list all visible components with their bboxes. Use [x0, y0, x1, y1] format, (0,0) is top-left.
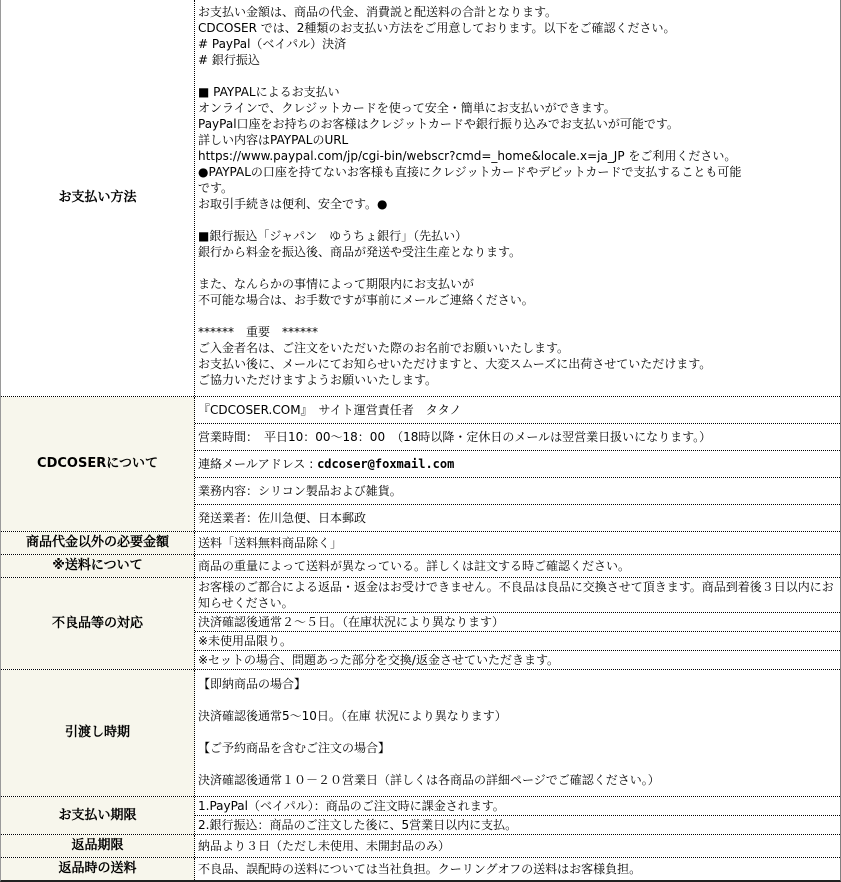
text-line: ■銀行振込「ジャパン ゆうちょ銀行」（先払い） — [198, 229, 468, 243]
cell-payment-method — [195, 0, 840, 396]
text-line: 詳しい内容はPAYPALのURL — [198, 133, 349, 147]
text-line: 【ご予約商品を含むご注文の場合】 — [198, 741, 391, 755]
text-line: お支払い金額は、商品の代金、消費説と配送料の合計となります。 — [198, 5, 558, 19]
contact-email-value: cdcoser@foxmail.com — [317, 457, 455, 471]
text-line — [198, 260, 837, 276]
row-header-defective-items: 不良品等の対応 — [1, 578, 195, 669]
sub-row: ※未使用品限り。 — [195, 632, 840, 651]
row-defective-items — [1, 578, 840, 670]
about-site-operator: 『CDCOSER.COM』 サイト運営責任者 タタノ — [195, 397, 840, 424]
text-line: 不可能な場合は、お手数ですが事前にメールご連絡ください。 — [198, 293, 534, 307]
text-line: ■ PAYPALによるお支払い — [198, 85, 340, 99]
cell-payment-deadline — [195, 797, 840, 834]
text-line — [198, 724, 837, 740]
row-header-return-shipping: 返品時の送料 — [1, 858, 195, 880]
text-line: ご入金者名は、ご注文をいただいた際のお名前でお願いいたします。 — [198, 341, 570, 355]
cell-return-shipping: 不良品、誤配時の送料については当社負担。クーリングオフの送料はお客様負担。 — [198, 862, 642, 876]
about-contact-email-row — [195, 451, 840, 478]
sub-row: 2.銀行振込：商品のご注文した後に、5営業日以内に支払。 — [198, 818, 518, 832]
row-header-about-cdcoser: CDCOSERについて — [1, 397, 195, 531]
row-header-return-period: 返品期限 — [1, 835, 195, 857]
row-shipping-note — [1, 555, 840, 578]
cell-extra-fee: 送料「送料無料商品除く」 — [198, 536, 343, 550]
cell-about-cdcoser — [195, 397, 840, 531]
text-line — [198, 692, 837, 708]
sub-row: 1.PayPal（ベイパル）：商品のご注文時に課金されます。 — [195, 797, 840, 816]
row-return-shipping — [1, 858, 840, 880]
text-line: # PayPal（ベイパル）決済 — [198, 37, 347, 51]
text-line: また、なんらかの事情によって期限内にお支払いが — [198, 277, 475, 291]
about-business-hours: 営業時間： 平日10：00～18：00 （18時以降・定休日のメールは翌営業日扱いになります。） — [195, 424, 840, 451]
text-line: https://www.paypal.com/jp/cgi-bin/webscr?cmd=_home&locale.x=ja_JP をご利用ください。 — [198, 149, 737, 163]
text-line: お支払い後に、メールにてお知らせいただけますと、大変スムーズに出荷させていただけます。 — [198, 357, 712, 371]
text-line: 決済確認後通常１０－２０営業日（詳しくは各商品の詳細ページでご確認ください。） — [198, 773, 660, 787]
text-line — [198, 212, 837, 228]
row-extra-fee — [1, 532, 840, 555]
sub-row: お客様のご都合による返品・返金はお受けできません。不良品は良品に交換させて頂きます。商品到着後３日以内にお知らせください。 — [195, 578, 840, 613]
text-line — [198, 68, 837, 84]
row-payment-method — [1, 0, 840, 397]
text-line — [198, 308, 837, 324]
text-line: ●PAYPALの口座を持てないお客様も直接にクレジットカードやデビットカードで支払することも可能 — [198, 165, 742, 179]
text-line: ご協力いただけますようお願いいたします。 — [198, 373, 438, 387]
text-line: 【即納商品の場合】 — [198, 677, 307, 691]
text-line: 決済確認後通常5～10日。（在庫 状況により異なります） — [198, 709, 507, 723]
row-header-shipping-note: ※送料について — [1, 555, 195, 577]
row-about-cdcoser — [1, 397, 840, 532]
about-business-content: 業務内容：シリコン製品および雑貨。 — [195, 478, 840, 505]
text-line: PayPal口座をお持ちのお客様はクレジットカードや銀行振り込みでお支払いが可能です。 — [198, 117, 679, 131]
text-line: オンラインで、クレジットカードを使って安全・簡単にお支払いができます。 — [198, 101, 616, 115]
text-line: です。 — [198, 181, 234, 195]
text-line: お取引手続きは便利、安全です。● — [198, 197, 388, 211]
row-return-period — [1, 835, 840, 858]
cell-shipping-note: 商品の重量によって送料が異なっている。詳しくは註文する時ご確認ください。 — [198, 559, 631, 573]
row-delivery-time — [1, 670, 840, 797]
sub-row: ※セットの場合、問題あった部分を交換/返金させていただきます。 — [198, 653, 560, 667]
cell-defective-items — [195, 578, 840, 669]
sub-row: 決済確認後通常２～５日。（在庫状況により異なります） — [195, 613, 840, 632]
row-header-delivery-time: 引渡し時期 — [1, 670, 195, 796]
row-header-extra-fee: 商品代金以外の必要金額 — [1, 532, 195, 554]
cell-delivery-time — [195, 670, 840, 796]
row-header-payment-deadline: お支払い期限 — [1, 797, 195, 834]
row-payment-deadline — [1, 797, 840, 835]
about-shipping-carriers: 発送業者：佐川急便、日本郵政 — [198, 511, 367, 525]
text-line: ****** 重要 ****** — [198, 325, 319, 339]
text-line: 銀行から料金を振込後、商品が発送や受注生産となります。 — [198, 245, 522, 259]
text-line — [198, 756, 837, 772]
text-line: # 銀行振込 — [198, 53, 260, 67]
cell-return-period: 納品より３日（ただし未使用、未開封品のみ） — [198, 839, 451, 853]
contact-email-label: 連絡メールアドレス : — [198, 457, 318, 471]
text-line: CDCOSER では、2種類のお支払い方法をご用意しております。以下をご確認ください。 — [198, 21, 676, 35]
row-header-payment-method: お支払い方法 — [1, 0, 195, 396]
